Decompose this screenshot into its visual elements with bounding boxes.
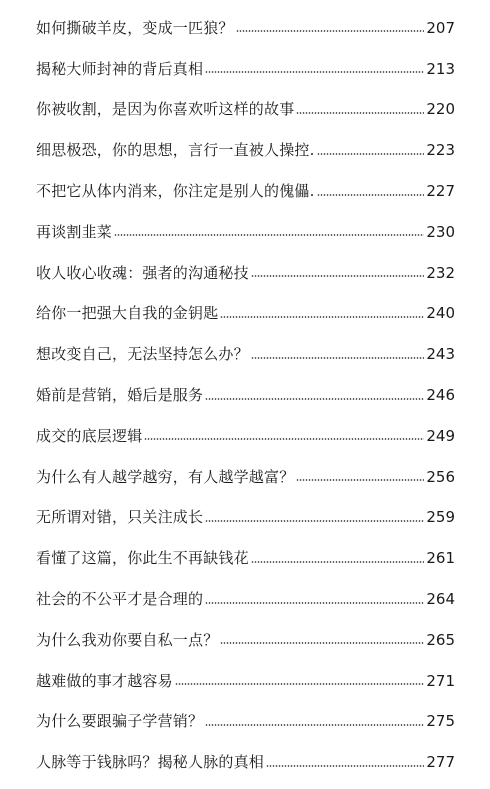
toc-entry-page: 213 (426, 59, 455, 78)
toc-entry[interactable] (36, 742, 455, 783)
toc-entry-title: 想改变自己，无法坚持怎么办？ (36, 345, 249, 364)
toc-entry[interactable] (36, 702, 455, 743)
dot-leader (205, 519, 424, 523)
table-of-contents (36, 8, 455, 783)
toc-entry-title: 看懂了这篇，你此生不再缺钱花 (36, 549, 249, 568)
toc-entry-page: 246 (426, 386, 455, 405)
toc-entry[interactable] (36, 538, 455, 579)
toc-entry[interactable] (36, 661, 455, 702)
toc-entry-title: 如何撕破羊皮，变成一匹狼？ (36, 18, 234, 37)
toc-entry-title: 再谈割韭菜 (36, 222, 113, 241)
toc-entry-title: 为什么要跟骗子学营销？ (36, 712, 204, 731)
toc-entry-page: 275 (426, 712, 455, 731)
toc-entry-page: 223 (426, 141, 455, 160)
toc-entry-page: 256 (426, 467, 455, 486)
dot-leader (317, 193, 425, 197)
toc-entry[interactable] (36, 620, 455, 661)
toc-entry[interactable] (36, 416, 455, 457)
toc-entry[interactable] (36, 49, 455, 90)
toc-entry-title: 揭秘大师封神的背后真相 (36, 59, 204, 78)
dot-leader (205, 397, 424, 401)
toc-entry-page: 243 (426, 345, 455, 364)
toc-entry-title: 人脉等于钱脉吗？揭秘人脉的真相 (36, 753, 265, 772)
toc-entry-title: 给你一把强大自我的金钥匙 (36, 304, 219, 323)
toc-entry-title: 细思极恐，你的思想，言行一直被人操控. (36, 141, 315, 160)
toc-entry-title: 越难做的事才越容易 (36, 671, 173, 690)
dot-leader (205, 601, 424, 605)
toc-entry-title: 为什么我劝你要自私一点？ (36, 630, 219, 649)
dot-leader (114, 233, 424, 237)
toc-entry[interactable] (36, 457, 455, 498)
dot-leader (205, 723, 424, 727)
dot-leader (266, 764, 424, 768)
toc-entry-page: 265 (426, 630, 455, 649)
toc-entry-title: 成交的底层逻辑 (36, 426, 143, 445)
toc-entry-title: 婚前是营销，婚后是服务 (36, 386, 204, 405)
toc-entry[interactable] (36, 579, 455, 620)
toc-entry[interactable] (36, 253, 455, 294)
toc-entry[interactable] (36, 8, 455, 49)
toc-entry-page: 230 (426, 222, 455, 241)
toc-entry-title: 无所谓对错，只关注成长 (36, 508, 204, 527)
dot-leader (296, 111, 424, 115)
toc-entry[interactable] (36, 130, 455, 171)
dot-leader (296, 478, 424, 482)
toc-entry-page: 277 (426, 753, 455, 772)
toc-entry-page: 259 (426, 508, 455, 527)
toc-entry-page: 271 (426, 671, 455, 690)
toc-entry-title: 社会的不公平才是合理的 (36, 590, 204, 609)
toc-entry-title: 你被收割，是因为你喜欢听这样的故事 (36, 100, 295, 119)
dot-leader (220, 315, 424, 319)
dot-leader (317, 152, 425, 156)
toc-entry-title: 收人收心收魂：强者的沟通秘技 (36, 263, 249, 282)
toc-entry[interactable] (36, 294, 455, 335)
toc-entry-page: 264 (426, 590, 455, 609)
dot-leader (251, 560, 425, 564)
dot-leader (220, 641, 424, 645)
toc-entry[interactable] (36, 375, 455, 416)
toc-entry[interactable] (36, 498, 455, 539)
dot-leader (205, 70, 424, 74)
toc-entry-page: 249 (426, 426, 455, 445)
toc-entry-page: 227 (426, 182, 455, 201)
toc-entry[interactable] (36, 334, 455, 375)
dot-leader (251, 274, 425, 278)
dot-leader (236, 29, 425, 33)
toc-entry-title: 为什么有人越学越穷，有人越学越富？ (36, 467, 295, 486)
toc-entry[interactable] (36, 90, 455, 131)
toc-entry-page: 220 (426, 100, 455, 119)
toc-entry-page: 232 (426, 263, 455, 282)
toc-entry-page: 240 (426, 304, 455, 323)
toc-entry-page: 261 (426, 549, 455, 568)
toc-entry-title: 不把它从体内消来，你注定是别人的傀儡. (36, 182, 315, 201)
toc-entry-page: 207 (426, 18, 455, 37)
dot-leader (144, 437, 424, 441)
dot-leader (175, 682, 425, 686)
dot-leader (251, 356, 425, 360)
toc-entry[interactable] (36, 212, 455, 253)
toc-entry[interactable] (36, 171, 455, 212)
